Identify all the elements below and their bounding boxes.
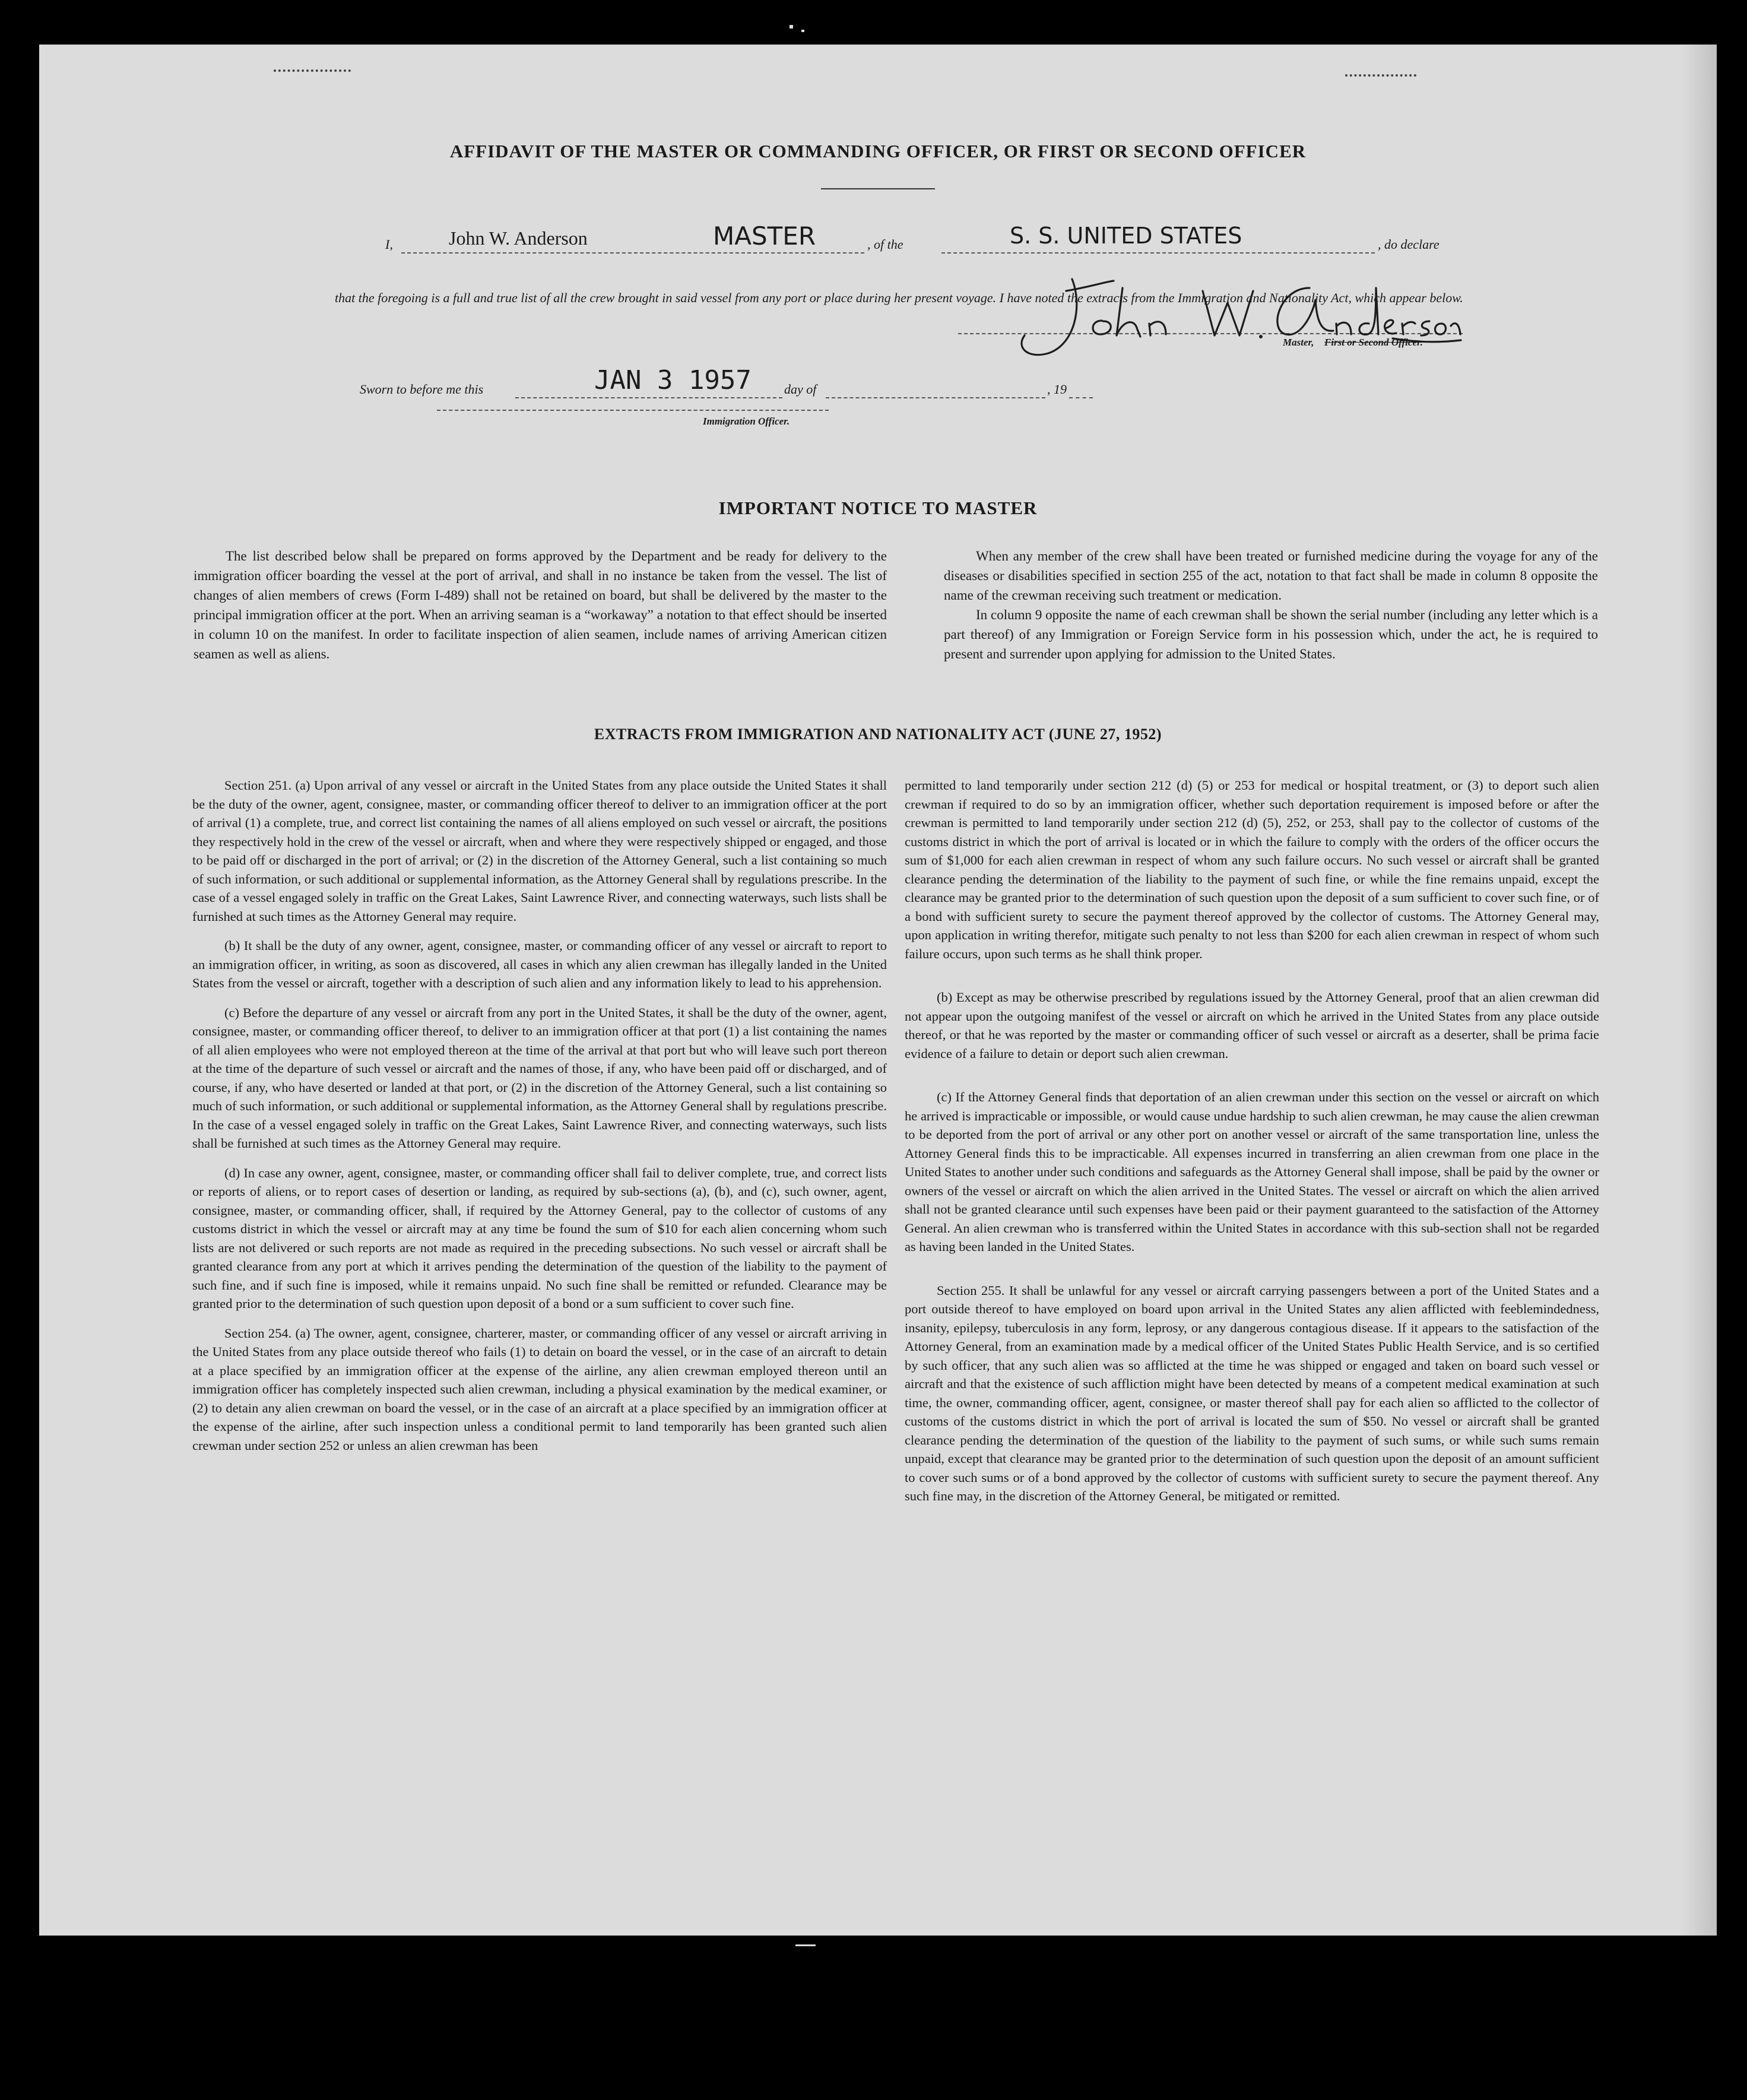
section-251-b: (b) It shall be the duty of any owner, agent, consignee, master, or commanding officer of any vessel or aircraft to report to an immigration officer, in writing, as soon as discovered, all cases in which any alien crewman has illegally landed in the United States from the vessel or aircraft, together with a description of such alien and any information likely to lead to his apprehension. — [192, 938, 887, 990]
section-254-a: Section 254. (a) The owner, agent, consignee, charterer, master, or commanding officer of any vessel or aircraft arriving in the United States from any place outside thereof who fails (1) to detain on board the vessel, or in the case of an aircraft to detain at a place specified by an immigration officer at the expense of the airline, any alien crewman employed thereon until an immigration officer has completely inspected such alien crewman, including a physical examination by the medical examiner, or (2) to detain any alien crewman on board the vessel, or in the case of an aircraft at a place specified by an immigration officer at the expense of the airline, after such inspection unless a conditional permit to land temporarily has been granted such alien crewman under section 252 or unless an alien crewman has been — [192, 1325, 887, 1453]
sworn-line — [360, 365, 1203, 407]
day-of-label: day of — [784, 382, 817, 397]
section-254-a-continued: permitted to land temporarily under section 212 (d) (5) or 253 for medical or hospital treatment, or (3) to deport such alien crewman if required to do so by an immigration officer, whether such deportation requirement is imposed before or after the crewman is permitted to land temporarily under section 212 (d) (5), 252, or 253, shall pay to the collector of customs of the customs district in which the port of arrival is located or in which the failure to comply with the orders of the officer occurs the sum of $1,000 for each alien crewman in respect of whom any such failure occurs. No such vessel or aircraft shall be granted clearance pending the determination of the liability to the payment of such fine, or while the fine remains unpaid, except the clearance may be granted prior to the determination of such question upon the deposit of a sum sufficient to cover such fine, or of a bond with sufficient surety to secure the payment thereof approved by the collector of customs. The Attorney General may, upon application in writing therefor, mitigate such penalty to not less than $200 for each alien crewman in respect of whom such failure occurs, upon such terms as he shall think proper. — [905, 778, 1599, 961]
extracts-left-column — [192, 776, 887, 1455]
section-251-d: (d) In case any owner, agent, consignee, master, or commanding officer shall fail to deliver complete, true, and correct lists or reports of aliens, or to report cases of desertion or landing, as required by sub-sections (a), (b), and (c), such owner, agent, consignee, master, or commanding officer, shall, if required by the Attorney General, pay to the collector of customs of any customs district in which the vessel or aircraft may at any time be found the sum of $10 for each alien concerning whom such lists are not delivered or such reports are not made as required in the preceding subsections. No such vessel or aircraft shall be granted clearance from any port at which it arrives pending the determination of the question of the liability to the payment of such fine, and if such fine is imposed, while it remains unpaid. No such fine shall be remitted or refunded. Clearance may be granted prior to the determination of such question upon deposit of a bond or a sum sufficient to cover such fine. — [192, 1165, 887, 1311]
vessel-line — [941, 252, 1375, 254]
month-line — [826, 397, 1045, 398]
i-label: I, — [385, 237, 393, 252]
notice-right-paragraph-2: In column 9 opposite the name of each crewman shall be shown the serial number (including any letter which is a part thereof) of any Immigration or Foreign Service form in his possession which, under the act, he is required to present and surrender upon applying for admission to the United States. — [944, 607, 1598, 661]
rank-stamp: MASTER — [713, 221, 816, 251]
scan-speck — [795, 1944, 816, 1946]
master-signature — [1001, 264, 1464, 371]
extracts-right-column — [905, 776, 1599, 1506]
do-declare-label: , do declare — [1378, 237, 1440, 252]
signature-role-struck: First or Second Officer. — [1324, 337, 1423, 348]
immigration-officer-label: Immigration Officer. — [703, 416, 790, 427]
notice-title: IMPORTANT NOTICE TO MASTER — [718, 498, 1038, 518]
affidavit-title: AFFIDAVIT OF THE MASTER OR COMMANDING OFFICER, OR FIRST OR SECOND OFFICER — [449, 141, 1307, 161]
sworn-day-line — [515, 397, 782, 398]
scan-marks — [1345, 74, 1416, 80]
title-rule — [821, 188, 935, 189]
name-line — [401, 252, 864, 254]
of-the-label: , of the — [867, 237, 903, 252]
sworn-label: Sworn to before me this — [360, 382, 484, 397]
notice-left-column — [194, 546, 887, 664]
page-edge-shadow — [1681, 45, 1717, 1936]
signature-role-label: Master, — [1283, 337, 1314, 348]
master-name: John W. Anderson — [449, 227, 588, 249]
extracts-title: EXTRACTS FROM IMMIGRATION AND NATIONALITY ACT (JUNE 27, 1952) — [594, 726, 1162, 743]
notice-left-paragraph: The list described below shall be prepared on forms approved by the Department and be ready for delivery to the immigration officer boarding the vessel at the port of arrival, and shall in no instance be taken from the vessel. The list of changes of alien members of crews (Form I-489) shall not be retained on board, but shall be delivered by the master to the principal immigration officer at the port. When an arriving seaman is a “workaway” a notation to that effect should be inserted in column 10 on the manifest. In order to facilitate inspection of alien seamen, include names of arriving American citizen seamen as well as aliens. — [194, 549, 887, 661]
section-255: Section 255. It shall be unlawful for any vessel or aircraft carrying passengers between a port of the United States and a port outside thereof to have employed on board upon arrival in the United States any alien afflicted with feeblemindedness, insanity, epilepsy, tuberculosis in any form, leprosy, or any dangerous contagious disease. If it appears to the satisfaction of the Attorney General, from an examination made by a medical officer of the United States Public Health Service, and is so certified by such officer, that any such alien was so afflicted at the time he was shipped or engaged and taken on board such vessel or aircraft and that the existence of such affliction might have been detected by means of a competent medical examination at such time, the owner, commanding officer, agent, consignee, or master thereof shall pay for each alien so afflicted to the collector of customs of the customs district in which the port of arrival is located the sum of $50. No vessel or aircraft shall be granted clearance pending the determination of the question of the liability to the payment of such sums, or while such sums remain unpaid, except that clearance may be granted prior to the determination of such question upon the deposit of an amount sufficient to cover such sums or of a bond approved by the collector of customs with sufficient surety to secure the payment thereof. Any such fine may, in the discretion of the Attorney General, be mitigated or remitted. — [905, 1282, 1599, 1503]
section-254-b: (b) Except as may be otherwise prescribed by regulations issued by the Attorney General, proof that an alien crewman did not appear upon the outgoing manifest of the vessel or aircraft on which he arrived in the United States from any place outside thereof, or that he was reported by the master or commanding officer of such vessel or aircraft as a deserter, shall be prima facie evidence of a failure to detain or deport such alien crewman. — [905, 990, 1599, 1061]
notice-right-column — [944, 546, 1598, 664]
vessel-name: S. S. UNITED STATES — [1010, 223, 1242, 249]
date-stamp: JAN 3 1957 — [594, 365, 752, 395]
declaration-text: that the foregoing is a full and true list of all the crew brought in said vessel from any port or place during her present voyage. I have noted the extracts from the Immigration and Nationality Act, which appear below. — [335, 290, 1463, 305]
scan-speck — [801, 30, 804, 32]
scan-speck — [790, 25, 793, 28]
year-line — [1069, 397, 1093, 398]
section-251-a: Section 251. (a) Upon arrival of any vessel or aircraft in the United States from any place outside the United States it shall be the duty of the owner, agent, consignee, master, or commanding officer thereof to deliver to an immigration officer at the port of arrival (1) a complete, true, and correct list containing the names of all aliens employed on such vessel or aircraft, the positions they respectively hold in the crew of the vessel or aircraft, when and where they were respectively shipped or engaged, and those to be paid off or discharged in the port of arrival; or (2) in the discretion of the Attorney General, such a list containing so much of such information, or such additional or supplemental information, as the Attorney General shall by regulations prescribe. In the case of a vessel engaged solely in traffic on the Great Lakes, Saint Lawrence River, and connecting waterways, such lists shall be furnished at such times as the Attorney General may require. — [192, 778, 887, 924]
section-254-c: (c) If the Attorney General finds that deportation of an alien crewman under this section on the vessel or aircraft on which he arrived is impracticable or impossible, or would cause undue hardship to such alien crewman, he may cause the alien crewman to be deported from the port of arrival or any other port on another vessel or aircraft of the same transportation line, unless the Attorney General finds this to be impracticable. All expenses incurred in transferring an alien crewman from one place in the United States to another under such conditions and safeguards as the Attorney General shall impose, shall be paid by the owner or owners of the vessel or aircraft on which the alien arrived in the United States. The vessel or aircraft on which the alien arrived shall not be granted clearance until such expenses have been paid or their payment guaranteed to the satisfaction of the Attorney General. An alien crewman who is transferred within the United States in accordance with this sub-section shall not be regarded as having been landed in the United States. — [905, 1089, 1599, 1254]
document-page — [39, 45, 1717, 1936]
declaration-line — [345, 223, 1467, 258]
notice-right-paragraph-1: When any member of the crew shall have been treated or furnished medicine during the voyage for any of the diseases or disabilities specified in section 255 of the act, notation to that fact shall be made in column 8 opposite the name of the crewman receiving such treatment or medication. — [944, 549, 1598, 603]
section-251-c: (c) Before the departure of any vessel or aircraft from any port in the United States, it shall be the duty of the owner, agent, consignee, master, or commanding officer thereof, to deliver to an immigration officer at that port (1) a list containing the names of all alien employees who were not employed thereon at the time of the arrival at that port but who will leave such port thereon at the time of the departure of such vessel or aircraft and the names of those, if any, who have been paid off or discharged, and of course, if any, who have deserted or landed at that port, or (2) in the discretion of the Attorney General, such a list containing so much of such information, or such additional or supplemental information, as the Attorney General shall by regulations prescribe. In the case of a vessel engaged solely in traffic on the Great Lakes, Saint Lawrence River, and connecting waterways, such lists shall be furnished at such times as the Attorney General may require. — [192, 1005, 887, 1151]
scan-marks — [274, 69, 351, 75]
year-prefix: , 19 — [1047, 382, 1067, 397]
officer-line — [437, 410, 829, 411]
